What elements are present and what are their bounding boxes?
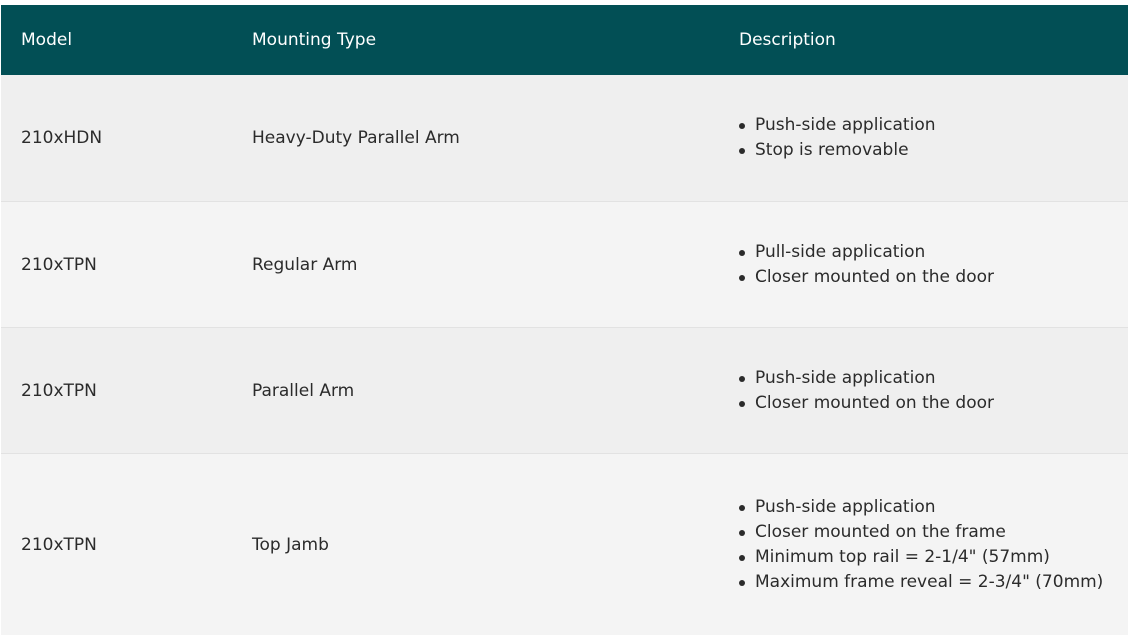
description-item xyxy=(739,265,1128,290)
model-cell: 210xTPN xyxy=(21,254,97,275)
mounting-type-cell: Heavy-Duty Parallel Arm xyxy=(252,128,460,148)
bullet-icon xyxy=(739,555,745,561)
bullet-icon xyxy=(739,530,745,536)
description-cell xyxy=(720,495,1128,595)
description-text: Push-side application xyxy=(755,367,936,388)
header-model: Model xyxy=(21,30,73,50)
description-cell xyxy=(720,366,1128,416)
description-item xyxy=(739,545,1128,570)
description-list xyxy=(739,240,1128,290)
table-row xyxy=(1,75,1128,202)
mounting-type-cell: Regular Arm xyxy=(252,254,358,275)
model-cell: 210xTPN xyxy=(21,534,97,555)
description-item xyxy=(739,520,1128,545)
table-row xyxy=(1,328,1128,454)
description-item xyxy=(739,495,1128,520)
description-text: Closer mounted on the door xyxy=(755,392,994,413)
bullet-icon xyxy=(739,580,745,586)
description-text: Maximum frame reveal = 2-3/4" (70mm) xyxy=(755,571,1104,592)
description-item xyxy=(739,391,1128,416)
description-text: Minimum top rail = 2-1/4" (57mm) xyxy=(755,546,1050,567)
description-text: Closer mounted on the frame xyxy=(755,521,1006,542)
description-text: Closer mounted on the door xyxy=(755,266,994,287)
description-list xyxy=(739,495,1128,595)
mounting-type-cell: Parallel Arm xyxy=(252,380,355,401)
bullet-icon xyxy=(739,123,745,129)
description-item xyxy=(739,240,1128,265)
description-text: Stop is removable xyxy=(755,140,909,160)
bullet-icon xyxy=(739,505,745,511)
description-text: Push-side application xyxy=(755,115,936,135)
bullet-icon xyxy=(739,148,745,154)
table-row xyxy=(1,454,1128,635)
product-table xyxy=(1,5,1128,635)
description-cell xyxy=(720,113,1128,163)
description-text: Push-side application xyxy=(755,496,936,517)
description-item xyxy=(739,113,1128,138)
description-list xyxy=(739,113,1128,163)
table-row xyxy=(1,202,1128,328)
description-item xyxy=(739,570,1128,595)
description-text: Pull-side application xyxy=(755,241,926,262)
bullet-icon xyxy=(739,275,745,281)
bullet-icon xyxy=(739,401,745,407)
model-cell: 210xHDN xyxy=(21,128,103,148)
table-header xyxy=(1,5,1128,75)
header-description: Description xyxy=(739,30,836,50)
bullet-icon xyxy=(739,250,745,256)
bullet-icon xyxy=(739,376,745,382)
header-mounting-type: Mounting Type xyxy=(252,30,377,50)
description-cell xyxy=(720,240,1128,290)
model-cell: 210xTPN xyxy=(21,380,97,401)
description-list xyxy=(739,366,1128,416)
description-item xyxy=(739,366,1128,391)
description-item xyxy=(739,138,1128,163)
mounting-type-cell: Top Jamb xyxy=(252,534,329,555)
